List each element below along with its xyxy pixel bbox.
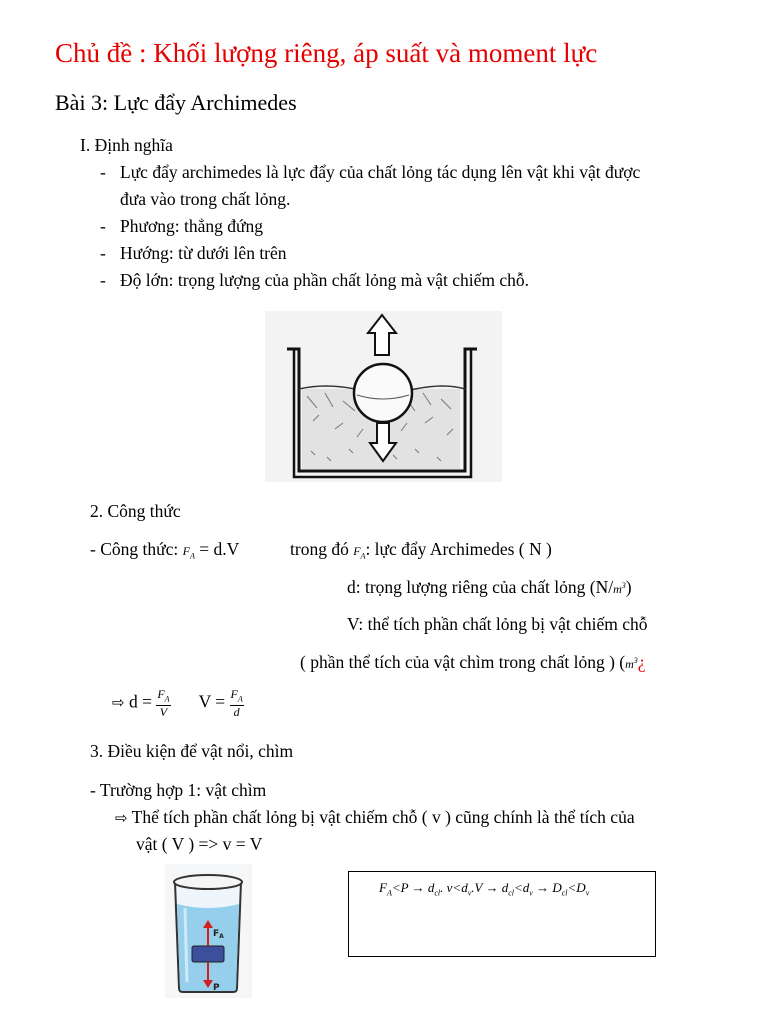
p-label: P bbox=[213, 983, 220, 993]
implies-arrow-icon: ⇨ bbox=[115, 809, 128, 827]
formula-line bbox=[90, 539, 239, 560]
bullet-definition-continued: đưa vào trong chất lỏng. bbox=[120, 189, 291, 209]
bullet-sense bbox=[100, 243, 287, 264]
derived-formulas: ⇨ d = $\frac{F_A}{V}$ V = $\frac{F_A}{d}$ bbox=[112, 687, 243, 720]
bullet-magnitude bbox=[100, 270, 529, 291]
unit-m3: $m^3$ bbox=[625, 656, 638, 671]
where-label: trong đó bbox=[290, 539, 354, 559]
bullet-text: Hướng: từ dưới lên trên bbox=[120, 243, 287, 263]
implies-arrow-icon: ⇨ bbox=[112, 693, 125, 712]
lesson-title: Bài 3: Lực đẩy Archimedes bbox=[55, 90, 297, 115]
case-sinking: - Trường hợp 1: vật chìm bbox=[90, 780, 267, 800]
formula-label: - Công thức: bbox=[90, 539, 183, 559]
unit-m3: $m^3$ bbox=[613, 581, 626, 596]
section-formula-heading: 2. Công thức bbox=[90, 501, 181, 521]
bullet-text: Phương: thẳng đứng bbox=[120, 216, 263, 236]
case-sinking-explanation: ⇨ Thể tích phần chất lỏng bị vật chiếm chỗ ( v ) cũng chính là thể tích của bbox=[115, 807, 635, 827]
ball bbox=[354, 364, 412, 422]
formula-where bbox=[290, 539, 552, 560]
section-definition-heading: I. Định nghĩa bbox=[80, 135, 173, 155]
fraction-fa-over-d: $\frac{F_A}{d}$ bbox=[230, 687, 243, 720]
sinking-block bbox=[192, 946, 224, 962]
condition-formula-box bbox=[348, 871, 656, 957]
fraction-fa-over-v: $\frac{F_A}{V}$ bbox=[157, 687, 170, 720]
fa-description: : lực đẩy Archimedes ( N ) bbox=[365, 539, 552, 559]
bullet-text: Lực đẩy archimedes là lực đẩy của chất lỏng tác dụng lên vật khi vật được bbox=[120, 162, 641, 182]
sinking-condition-formula: $F_A<P \to d_{cl}$. $v<d_v.V \to d_{cl}<d_v \to D_{cl}<D_v$ bbox=[379, 880, 590, 898]
bullet-dash: - bbox=[100, 270, 106, 290]
bullet-direction bbox=[100, 216, 263, 237]
page-title: Chủ đề : Khối lượng riêng, áp suất và moment lực bbox=[55, 38, 598, 68]
formula-rhs: = d.V bbox=[194, 539, 240, 559]
v-description-volume: ( phần thể tích của vật chìm trong chất lỏng ) ($m^3¿$ bbox=[300, 652, 646, 672]
case-sinking-result: vật ( V ) => v = V bbox=[136, 834, 263, 854]
v-description: V: thể tích phần chất lỏng bị vật chiếm chỗ bbox=[347, 614, 648, 634]
section-conditions-heading: 3. Điều kiện để vật nổi, chìm bbox=[90, 741, 294, 761]
bullet-text: Độ lớn: trọng lượng của phần chất lỏng mà vật chiếm chỗ. bbox=[120, 270, 530, 290]
fa-label: $F_A$ bbox=[213, 929, 224, 940]
stray-character: ¿ bbox=[637, 652, 646, 672]
bullet-dash: - bbox=[100, 162, 106, 182]
sinking-block-figure bbox=[165, 864, 252, 998]
fa-symbol: $F_A$ bbox=[182, 544, 195, 561]
bullet-definition bbox=[100, 162, 640, 183]
bullet-dash: - bbox=[100, 216, 106, 236]
archimedes-ball-figure bbox=[265, 311, 502, 482]
fa-symbol: $F_A$ bbox=[353, 544, 366, 561]
bullet-dash: - bbox=[100, 243, 106, 263]
d-description: d: trọng lượng riêng của chất lỏng $(N/m^3)$ bbox=[347, 577, 632, 597]
